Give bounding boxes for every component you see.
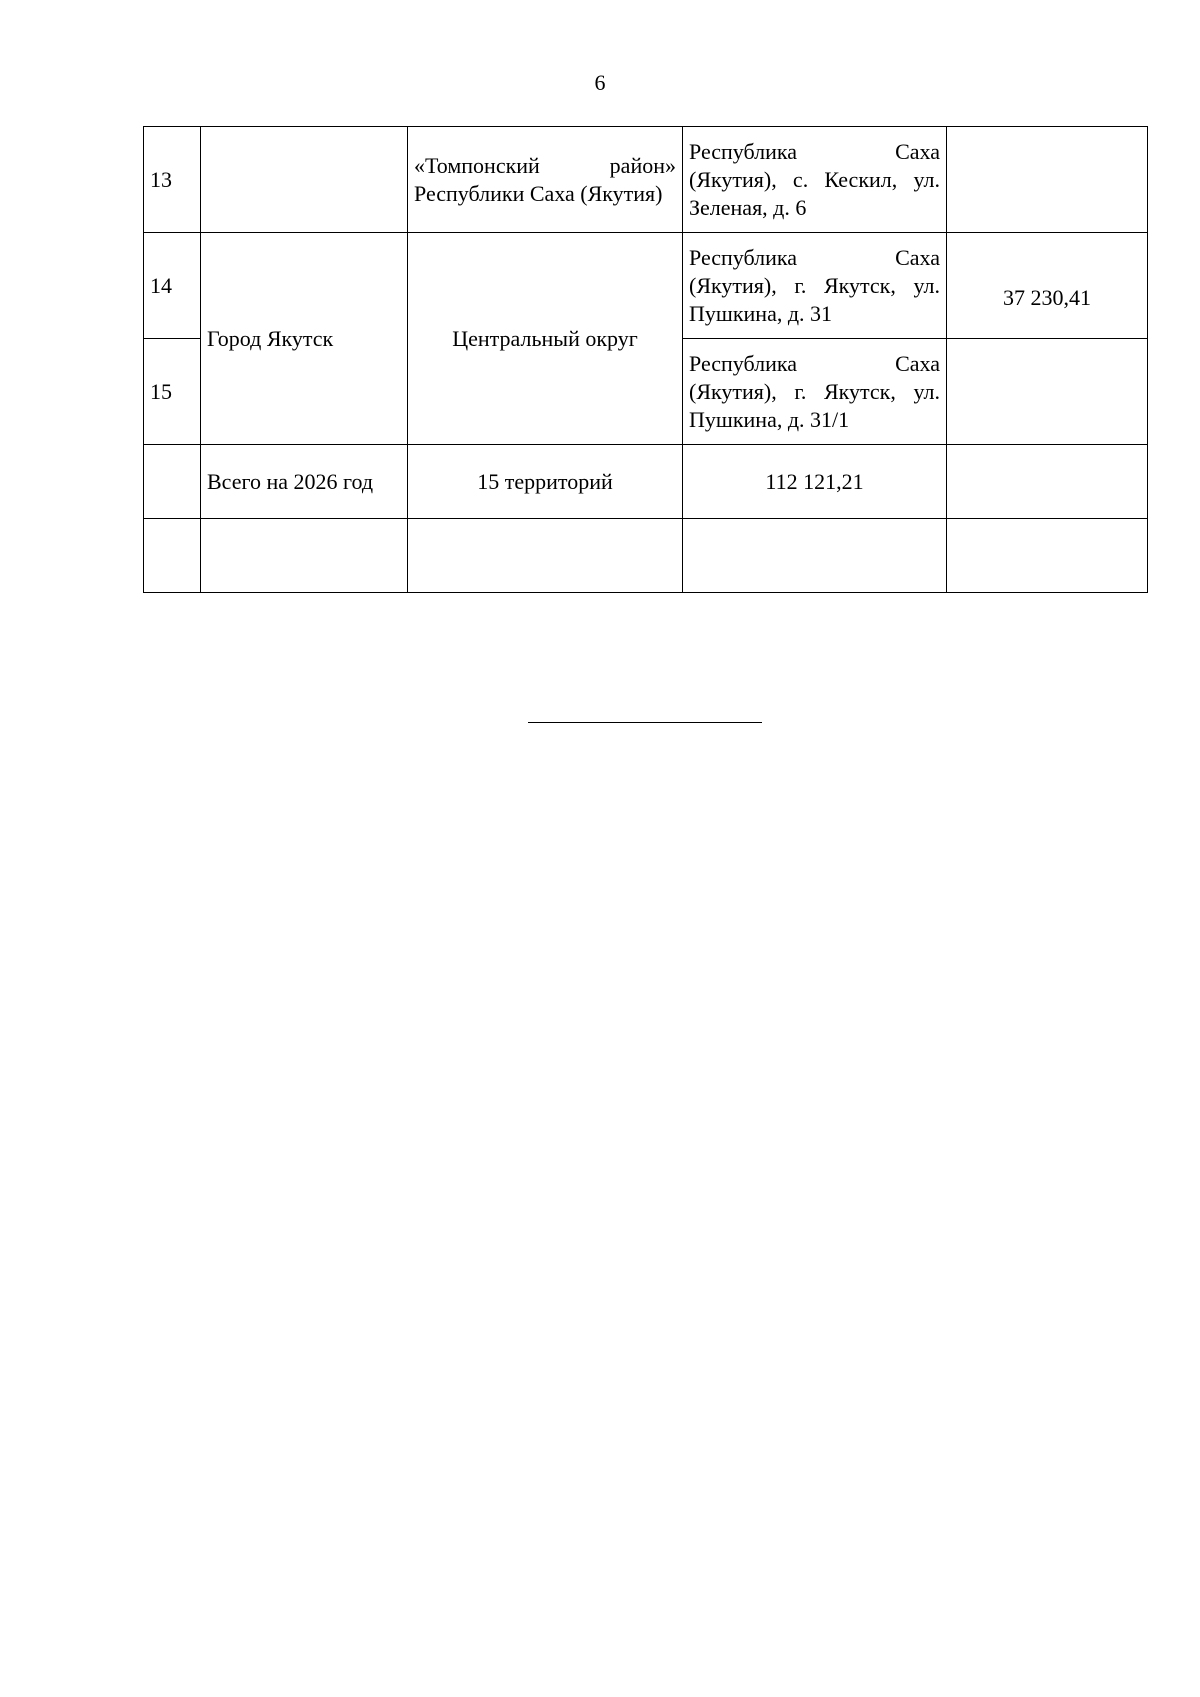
row-number-cell: 14 bbox=[144, 233, 201, 339]
row-number-cell: 15 bbox=[144, 339, 201, 445]
empty-cell bbox=[947, 519, 1148, 593]
table-row bbox=[144, 127, 1148, 233]
empty-cell bbox=[201, 519, 408, 593]
table-row bbox=[144, 233, 1148, 339]
address-cell: Республика Саха (Якутия), г. Якутск, ул. Пушкина, д. 31/1 bbox=[683, 339, 947, 445]
page-number: 6 bbox=[594, 70, 606, 95]
empty-row bbox=[144, 519, 1148, 593]
amount-cell: 37 230,41 bbox=[947, 233, 1148, 339]
closing-divider bbox=[528, 722, 762, 723]
amount-cell bbox=[947, 127, 1148, 233]
empty-cell bbox=[408, 519, 683, 593]
total-amount-cell bbox=[947, 445, 1148, 519]
territories-table bbox=[143, 126, 1148, 593]
total-label-cell: Всего на 2026 год bbox=[201, 445, 408, 519]
territory-cell: «Томпонский район» Республики Саха (Якутия) bbox=[408, 127, 683, 233]
municipality-cell: Город Якутск bbox=[201, 233, 408, 445]
address-cell: Республика Саха (Якутия), с. Кескил, ул. Зеленая, д. 6 bbox=[683, 127, 947, 233]
total-territories-cell: 15 территорий bbox=[408, 445, 683, 519]
empty-cell bbox=[144, 519, 201, 593]
address-cell: Республика Саха (Якутия), г. Якутск, ул. Пушкина, д. 31 bbox=[683, 233, 947, 339]
amount-cell bbox=[947, 339, 1148, 445]
row-number-cell: 13 bbox=[144, 127, 201, 233]
total-number-cell bbox=[144, 445, 201, 519]
total-row bbox=[144, 445, 1148, 519]
empty-cell bbox=[683, 519, 947, 593]
territory-cell: Центральный округ bbox=[408, 233, 683, 445]
total-sum-cell: 112 121,21 bbox=[683, 445, 947, 519]
municipality-cell bbox=[201, 127, 408, 233]
